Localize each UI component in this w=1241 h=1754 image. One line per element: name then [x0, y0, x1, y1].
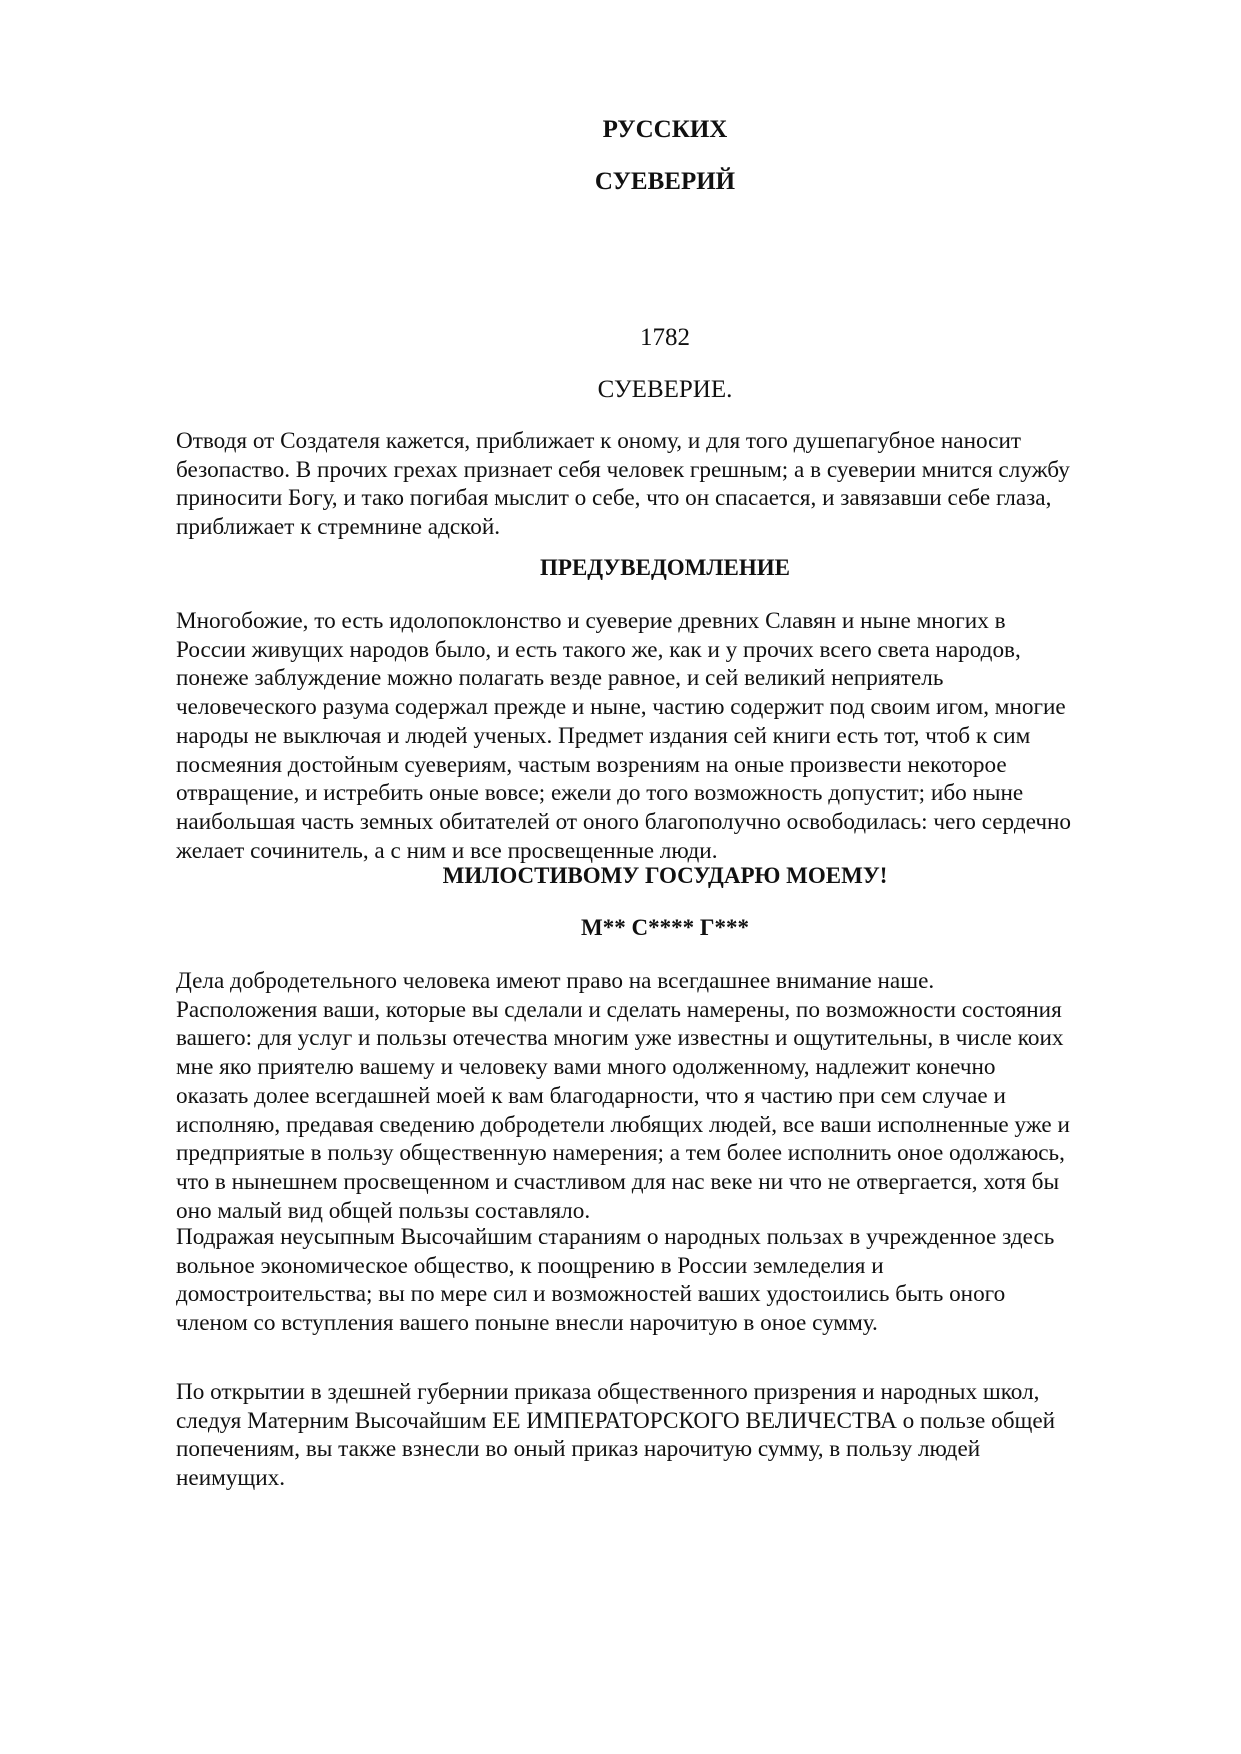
paragraph-line: России живущих народов было, и есть такого же, как и у прочих всего света народов, — [176, 636, 1021, 663]
paragraph-line: народы не выключая и людей ученых. Предмет издания сей книги есть тот, чтоб к сим — [176, 722, 1031, 749]
paragraph-line: следуя Матерним Высочайшим ЕЕ ИМПЕРАТОРСКОГО ВЕЛИЧЕСТВА о пользе общей — [176, 1407, 1056, 1434]
title-line-2: СУЕВЕРИЙ — [594, 168, 736, 195]
paragraph-line: мне яко приятелю вашему и человеку вами много одолженному, надлежит конечно — [176, 1054, 996, 1081]
dedication-heading: МИЛОСТИВОМУ ГОСУДАРЮ МОЕМУ! — [442, 863, 888, 888]
paragraph-line: неимущих. — [176, 1465, 286, 1492]
dedication-paragraph-2 — [176, 1223, 1054, 1338]
paragraph-line: человеческого разума содержал прежде и ныне, частию содержит под своим игом, многие — [176, 694, 1066, 721]
paragraph-line: приносити Богу, и тако погибая мыслит о себе, что он спасается, и завязавши себе глаза, — [176, 485, 1052, 512]
paragraph-line: предприятые в пользу общественную намерения; а тем более исполнить оное одолжаюсь, — [176, 1140, 1065, 1167]
preface-heading: ПРЕДУВЕДОМЛЕНИЕ — [540, 555, 790, 580]
preface-paragraph — [176, 607, 1071, 865]
paragraph-line: Отводя от Создателя кажется, приближает к оному, и для того душепагубное наносит — [176, 428, 1022, 454]
paragraph-line: что в нынешнем просвещенном и счастливом для нас веке ни что не отвергается, хотя бы — [176, 1168, 1060, 1195]
paragraph-line: оказать долее всегдашней моей к вам благодарности, что я частию при сем случае и — [176, 1082, 1006, 1109]
paragraph-line: оно малый вид общей пользы составляло. — [176, 1197, 591, 1224]
paragraph-line: отвращение, и истребить оные вовсе; ежели до того возможность допустит; ибо ныне — [176, 780, 1024, 807]
paragraph-line: понеже заблуждение можно полагать везде равное, и сей великий неприятель — [176, 665, 944, 692]
paragraph-line: членом со вступления вашего поныне внесли нарочитую в оное сумму. — [176, 1310, 878, 1337]
paragraph-line: вольное экономическое общество, к поощрению в России земледелия и — [176, 1252, 884, 1279]
dedication-addressee: М** С**** Г*** — [581, 915, 749, 940]
paragraph-line: Дела добродетельного человека имеют право на всегдашнее внимание наше. — [176, 968, 935, 994]
paragraph-line: наибольшая часть земных обитателей от оного благополучно освободилась: чего сердечно — [176, 808, 1072, 835]
paragraph-line: безопаство. В прочих грехах признает себя человек грешным; а в суеверии мнится службу — [176, 456, 1070, 483]
paragraph-line: Расположения ваши, которые вы сделали и сделать намерены, по возможности состояния — [176, 996, 1062, 1023]
epigraph-paragraph — [176, 427, 1070, 542]
paragraph-line: Подражая неусыпным Высочайшим стараниям о народных пользах в учрежденное здесь — [176, 1224, 1055, 1250]
paragraph-line: Многобожие, то есть идолопоклонство и суеверие древних Славян и ныне многих в — [176, 608, 1006, 634]
title-line-1: РУССКИХ — [602, 116, 728, 143]
paragraph-line: вашего: для услуг и пользы отечества многим уже известны и ощутительны, в числе коих — [176, 1025, 1064, 1052]
paragraph-line: приближает к стремнине адской. — [176, 514, 501, 541]
paragraph-line: желает сочинитель, а с ним и все просвещенные люди. — [176, 837, 718, 864]
epigraph-heading: СУЕВЕРИЕ. — [597, 376, 733, 403]
year: 1782 — [640, 324, 690, 351]
dedication-paragraph-1 — [176, 967, 1070, 1225]
paragraph-line: домостроительства; вы по мере сил и возможностей ваших удостоились быть оного — [176, 1281, 1006, 1308]
paragraph-line: исполняю, предавая сведению добродетели любящих людей, все ваши исполненные уже и — [176, 1111, 1070, 1138]
paragraph-line: посмеяния достойным суевериям, частым возрениям на оные произвести некоторое — [176, 751, 1007, 778]
paragraph-line: попечениям, вы также взнесли во оный приказ нарочитую сумму, в пользу людей — [176, 1436, 981, 1463]
dedication-paragraph-3 — [176, 1378, 1055, 1493]
paragraph-line: По открытии в здешней губернии приказа общественного призрения и народных школ, — [176, 1379, 1040, 1405]
